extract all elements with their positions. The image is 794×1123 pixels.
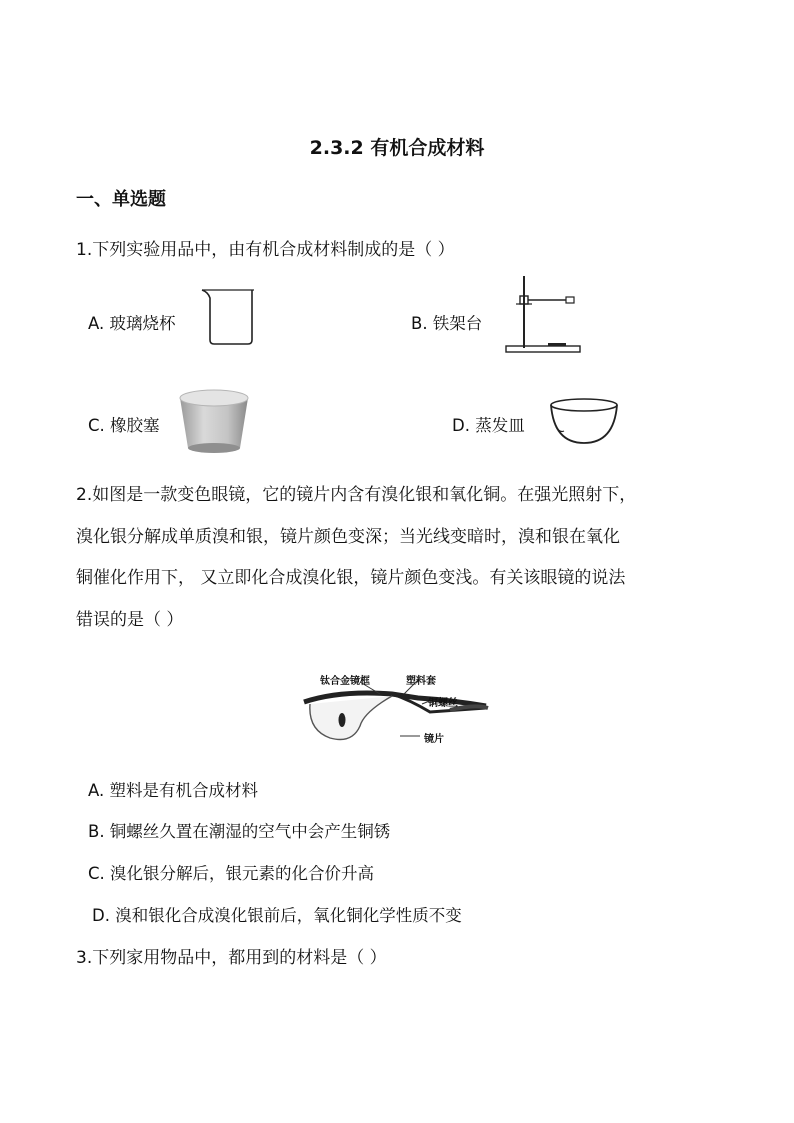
figure-label-sleeve: 塑料套 — [406, 676, 436, 687]
beaker-icon — [198, 286, 258, 348]
figure-label-frame: 钛合金镜框 — [320, 676, 370, 687]
question-1-stem: 1.下列实验用品中，由有机合成材料制成的是（ ） — [76, 240, 455, 260]
q2-line: 错误的是（ ） — [76, 609, 184, 630]
q1-option-b: B. 铁架台 — [411, 314, 483, 333]
q2-line: 2.如图是一款变色眼镜，它的镜片内含有溴化银和氧化铜。在强光照射下， — [76, 485, 637, 505]
question-2-stem — [76, 475, 721, 641]
q2-line: 铜催化作用下， 又立即化合成溴化银，镜片颜色变浅。有关该眼镜的说法 — [76, 568, 626, 588]
q1-option-d: D. 蒸发皿 — [452, 416, 525, 435]
section-heading: 一、单选题 — [76, 189, 166, 210]
glasses-figure — [300, 664, 500, 754]
q2-option-b: B. 铜螺丝久置在潮湿的空气中会产生铜锈 — [88, 822, 391, 841]
q2-line: 溴化银分解成单质溴和银，镜片颜色变深；当光线变暗时，溴和银在氧化 — [76, 526, 620, 547]
figure-label-lens: 镜片 — [424, 734, 444, 745]
rubber-stopper-icon — [176, 388, 252, 456]
q2-option-a: A. 塑料是有机合成材料 — [88, 781, 258, 800]
iron-stand-icon — [504, 274, 584, 354]
q1-option-a: A. 玻璃烧杯 — [88, 314, 176, 333]
question-3-stem: 3.下列家用物品中，都用到的材料是（ ） — [76, 948, 387, 968]
evaporating-dish-icon — [548, 397, 620, 447]
q2-option-c: C. 溴化银分解后，银元素的化合价升高 — [88, 864, 375, 883]
q1-option-c: C. 橡胶塞 — [88, 416, 160, 435]
page-title: 2.3.2 有机合成材料 — [309, 137, 485, 159]
q2-option-d: D. 溴和银化合成溴化银前后，氧化铜化学性质不变 — [92, 906, 462, 925]
figure-label-screw: 铜螺丝 — [428, 698, 458, 709]
